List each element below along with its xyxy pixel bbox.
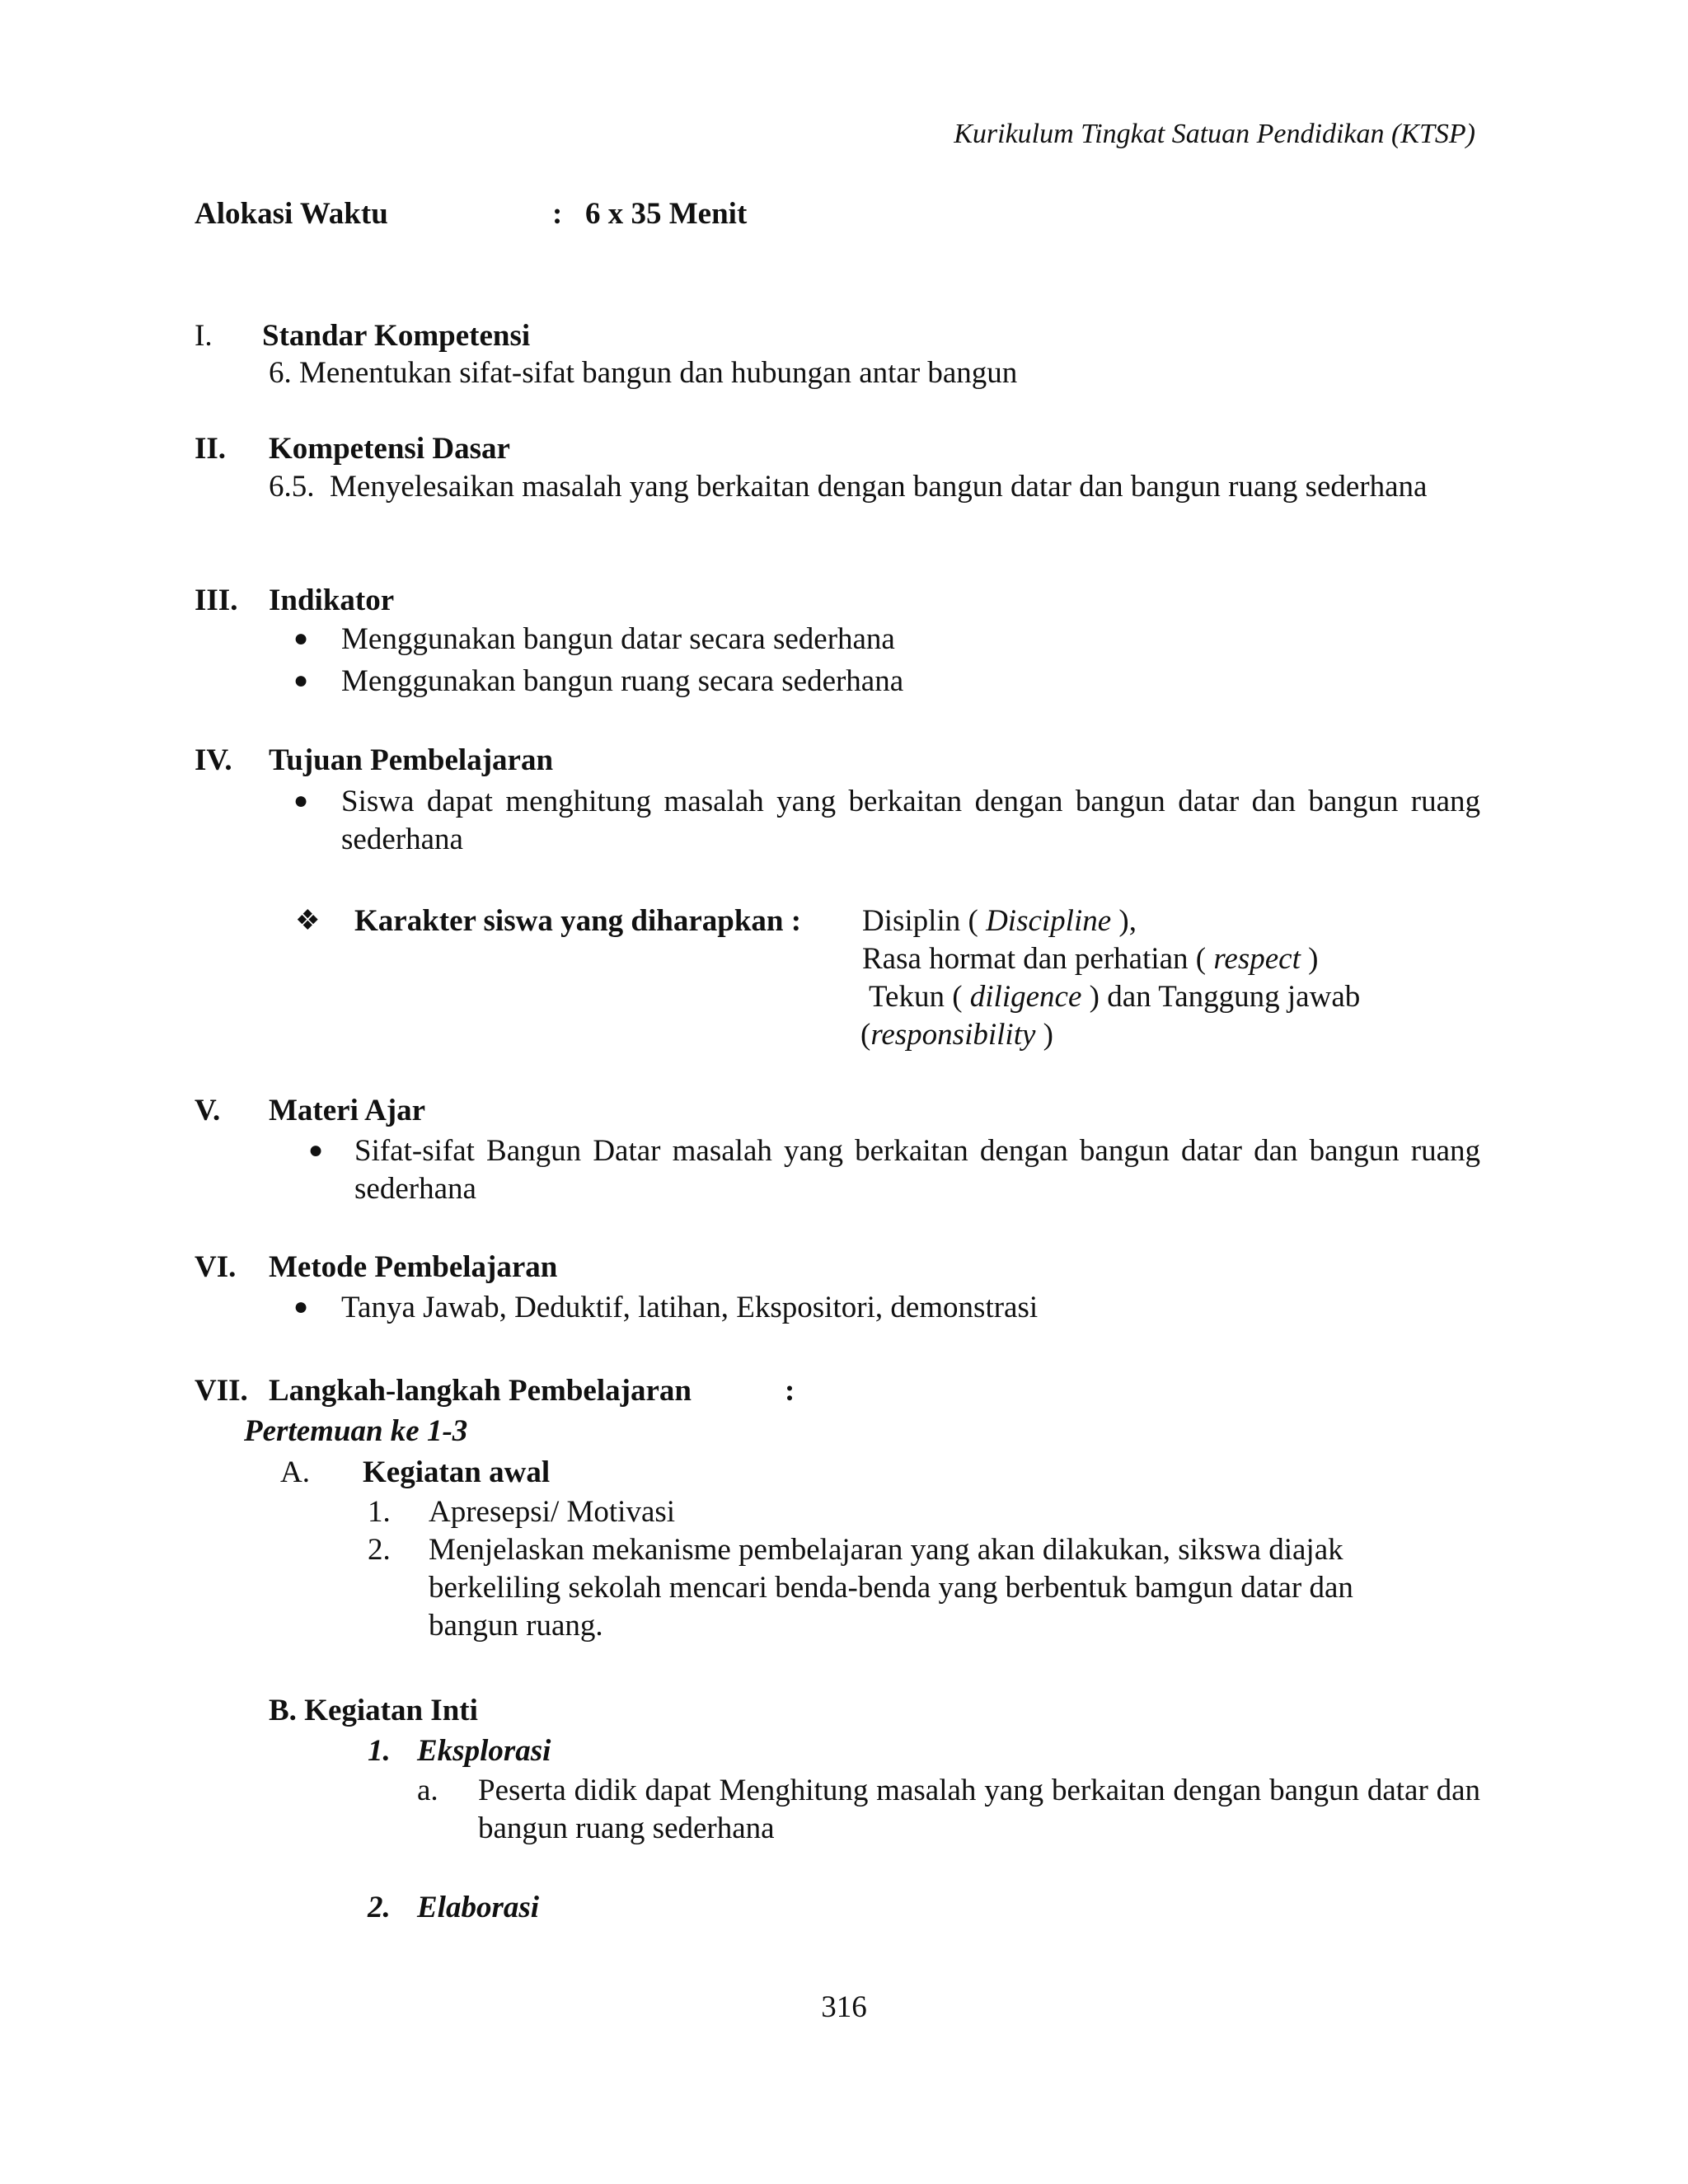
- section-6-numeral: VI.: [195, 1250, 237, 1284]
- tujuan-item: Siswa dapat menghitung masalah yang berkaitan dengan bangun datar dan bangun ruang sederhana: [341, 785, 1480, 856]
- karakter-line-3: Tekun ( diligence ) dan Tanggung jawab: [869, 980, 1361, 1014]
- section-1-numeral: I.: [195, 319, 213, 353]
- section-4-title: Tujuan Pembelajaran: [269, 743, 554, 777]
- kegiatan-awal-item: Apresepsi/ Motivasi: [429, 1495, 676, 1529]
- section-3-title: Indikator: [269, 583, 395, 617]
- bullet-icon: ●: [293, 1293, 309, 1320]
- section-1-title: Standar Kompetensi: [262, 319, 531, 353]
- kegiatan-awal-title: Kegiatan awal: [363, 1455, 551, 1489]
- section-3-numeral: III.: [195, 583, 238, 617]
- alokasi-colon: :: [552, 197, 563, 231]
- section-7-title: Langkah-langkah Pembelajaran: [269, 1374, 692, 1408]
- eksplorasi-item: Peserta didik dapat Menghitung masalah yang berkaitan dengan bangun datar dan bangun ruang sederhana: [478, 1774, 1480, 1845]
- karakter-line-2: Rasa hormat dan perhatian ( respect ): [862, 942, 1319, 976]
- page-number: 316: [821, 1990, 867, 2024]
- materi-item: Sifat-sifat Bangun Datar masalah yang berkaitan dengan bangun datar dan bangun ruang sederhana: [354, 1134, 1480, 1206]
- eksplorasi-item-label: a.: [417, 1774, 438, 1807]
- section-2-numeral: II.: [195, 432, 227, 466]
- karakter-line-1: Disiplin ( Discipline ),: [862, 904, 1137, 938]
- diamond-bullet-icon: ❖: [295, 906, 321, 936]
- bullet-icon: ●: [293, 667, 309, 694]
- alokasi-label: Alokasi Waktu: [195, 197, 388, 231]
- section-2-title: Kompetensi Dasar: [269, 432, 510, 466]
- section-5-title: Materi Ajar: [269, 1094, 426, 1127]
- elaborasi-num: 2.: [368, 1891, 391, 1924]
- section-4-numeral: IV.: [195, 743, 232, 777]
- section-2-text: [330, 468, 1480, 506]
- karakter-line-4: (responsibility ): [860, 1018, 1053, 1052]
- section-7-colon: :: [785, 1374, 795, 1408]
- section-7-numeral: VII.: [195, 1374, 248, 1408]
- section-5-numeral: V.: [195, 1094, 221, 1127]
- running-head: Kurikulum Tingkat Satuan Pendidikan (KTSP): [954, 119, 1475, 149]
- section-1-text: 6. Menentukan sifat-sifat bangun dan hubungan antar bangun: [269, 356, 1018, 390]
- eksplorasi-title: Eksplorasi: [417, 1734, 551, 1768]
- section-2-num: 6.5.: [269, 470, 315, 504]
- bullet-icon: ●: [293, 625, 309, 652]
- kegiatan-awal-item-num: 1.: [368, 1495, 391, 1529]
- bullet-icon: ●: [308, 1137, 324, 1164]
- indikator-item: Menggunakan bangun datar secara sederhana: [341, 622, 895, 656]
- indikator-item: Menggunakan bangun ruang secara sederhana: [341, 664, 904, 698]
- eksplorasi-num: 1.: [368, 1734, 391, 1768]
- kegiatan-awal-item: Menjelaskan mekanisme pembelajaran yang akan dilakukan, sikswa diajak berkeliling sekolah mencari benda-benda yang berbentuk bamgun datar dan bangun ruang.: [429, 1533, 1353, 1643]
- metode-item: Tanya Jawab, Deduktif, latihan, Ekspositori, demonstrasi: [341, 1291, 1039, 1324]
- pertemuan-heading: Pertemuan ke 1-3: [244, 1414, 468, 1448]
- kegiatan-awal-item-num: 2.: [368, 1533, 391, 1567]
- karakter-label: Karakter siswa yang diharapkan :: [354, 904, 802, 938]
- section-6-title: Metode Pembelajaran: [269, 1250, 558, 1284]
- elaborasi-title: Elaborasi: [417, 1891, 540, 1924]
- section-2-text-content: Menyelesaikan masalah yang berkaitan dengan bangun datar dan bangun ruang sederhana: [330, 470, 1428, 504]
- kegiatan-inti-title: B. Kegiatan Inti: [269, 1694, 478, 1727]
- bullet-icon: ●: [293, 787, 309, 814]
- alokasi-value: 6 x 35 Menit: [585, 197, 748, 231]
- kegiatan-awal-label: A.: [280, 1455, 310, 1489]
